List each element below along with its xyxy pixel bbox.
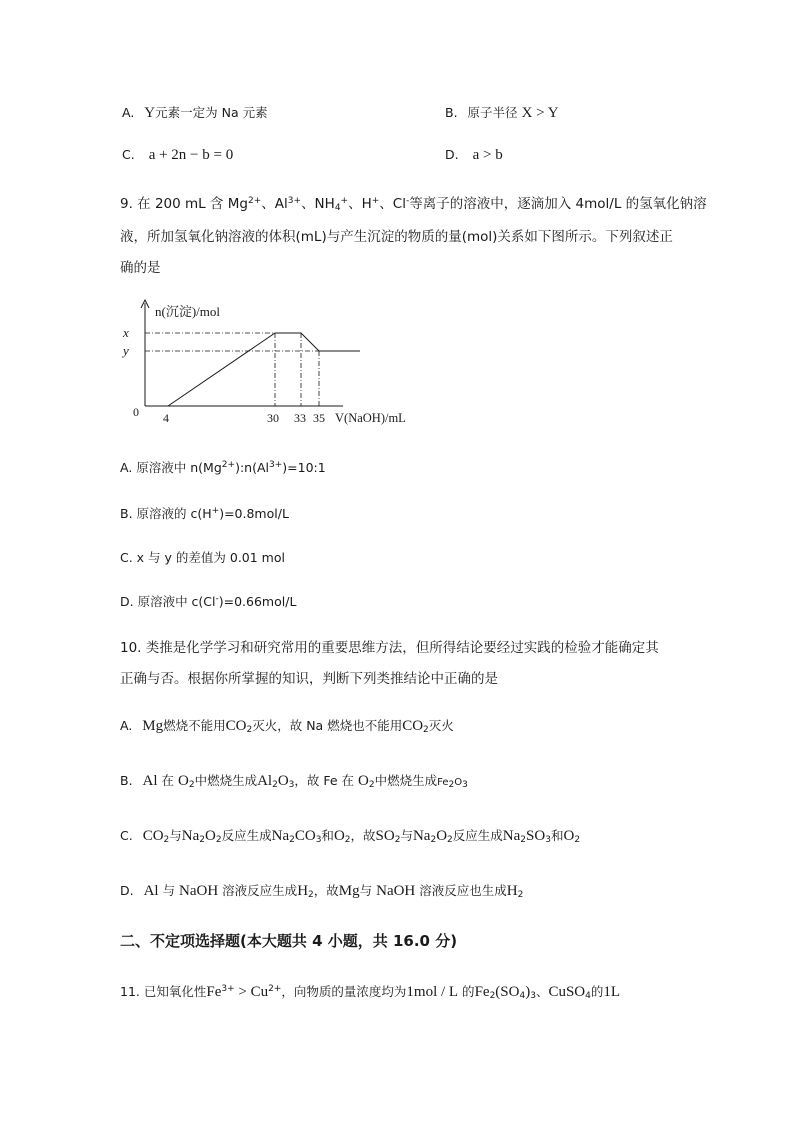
q8-option-b: B. 原子半径 X > Y xyxy=(445,105,559,121)
q9-stem-line3: 确的是 xyxy=(120,260,161,276)
q9-option-b: B. 原溶液的 c(H+)=0.8mol/L xyxy=(120,506,289,521)
x-tick-35: 35 xyxy=(313,411,325,425)
element-symbol: Y xyxy=(144,105,156,121)
q10-option-c: C. $CO_2$与$Na_2O_2$反应生成$Na_2CO_3$和$O_2$，故$SO_2$与$Na_2O_2$反应生成$Na_2SO_3$和$O_2$ xyxy=(120,828,581,845)
q8-option-d: D. a > b xyxy=(445,147,503,163)
q8-option-c: C. a + 2n − b = 0 xyxy=(122,147,234,163)
q9-option-d: D. 原溶液中 c(Cl-)=0.66mol/L xyxy=(120,594,297,609)
q10-stem-line2: 正确与否。根据你所掌握的知识，判断下列类推结论中正确的是 xyxy=(120,671,498,687)
q9-option-c: C. x 与 y 的差值为 0.01 mol xyxy=(120,550,285,565)
q10-option-d: D. Al 与 NaOH 溶液反应生成$H_2$，故Mg与 NaOH 溶液反应也生成$H_2$ xyxy=(120,883,524,900)
y-tick-y: y xyxy=(123,343,129,358)
section-title: 二、不定项选择题(本大题共 4 小题，共 16.0 分) xyxy=(120,932,458,950)
precipitate-curve xyxy=(168,333,360,406)
y-axis-label: n(沉淀)/mol xyxy=(155,304,220,319)
y-tick-x: x xyxy=(123,325,129,340)
q9-stem-line1: 9. 在 200 mL 含 $Mg^{2+}$、$Al^{3+}$、$NH_4^+$、H+、Cl-等离子的溶液中，逐滴加入 4mol/L 的氢氧化钠溶 xyxy=(120,196,707,213)
x-tick-4: 4 xyxy=(163,411,169,425)
x-tick-33: 33 xyxy=(294,411,306,425)
origin-label: 0 xyxy=(133,405,139,419)
q9-stem-line2: 液，所加氢氧化钠溶液的体积(mL)与产生沉淀的物质的量(mol)关系如下图所示。下列叙述正 xyxy=(120,229,673,245)
x-tick-30: 30 xyxy=(267,411,279,425)
q10-option-a: A. Mg燃烧不能用$CO_2$灭火，故 Na 燃烧也不能用$CO_2$灭火 xyxy=(120,718,454,735)
q10-stem-line1: 10. 类推是化学学习和研究常用的重要思维方法，但所得结论要经过实践的检验才能确定其 xyxy=(120,640,659,656)
q8-option-a: A. Y元素一定为 Na 元素 xyxy=(122,105,268,121)
q9-option-a: A. 原溶液中 $n(Mg^{2+}):n(Al^{3+})=10:1$ xyxy=(120,460,326,475)
q10-option-b: B. Al 在 $O_2$中燃烧生成$Al_2O_3$，故 Fe 在 $O_2$中燃烧生成$Fe_2O_3$ xyxy=(120,773,468,790)
q9-chart xyxy=(115,298,435,428)
q11-stem-line1: 11. 已知氧化性$Fe^{3+} > Cu^{2+}$，向物质的量浓度均为1mol / L 的$Fe_2(SO_4)_3$、CuSO$_4$的1L xyxy=(120,984,621,1001)
x-axis-label: V(NaOH)/mL xyxy=(335,411,406,425)
